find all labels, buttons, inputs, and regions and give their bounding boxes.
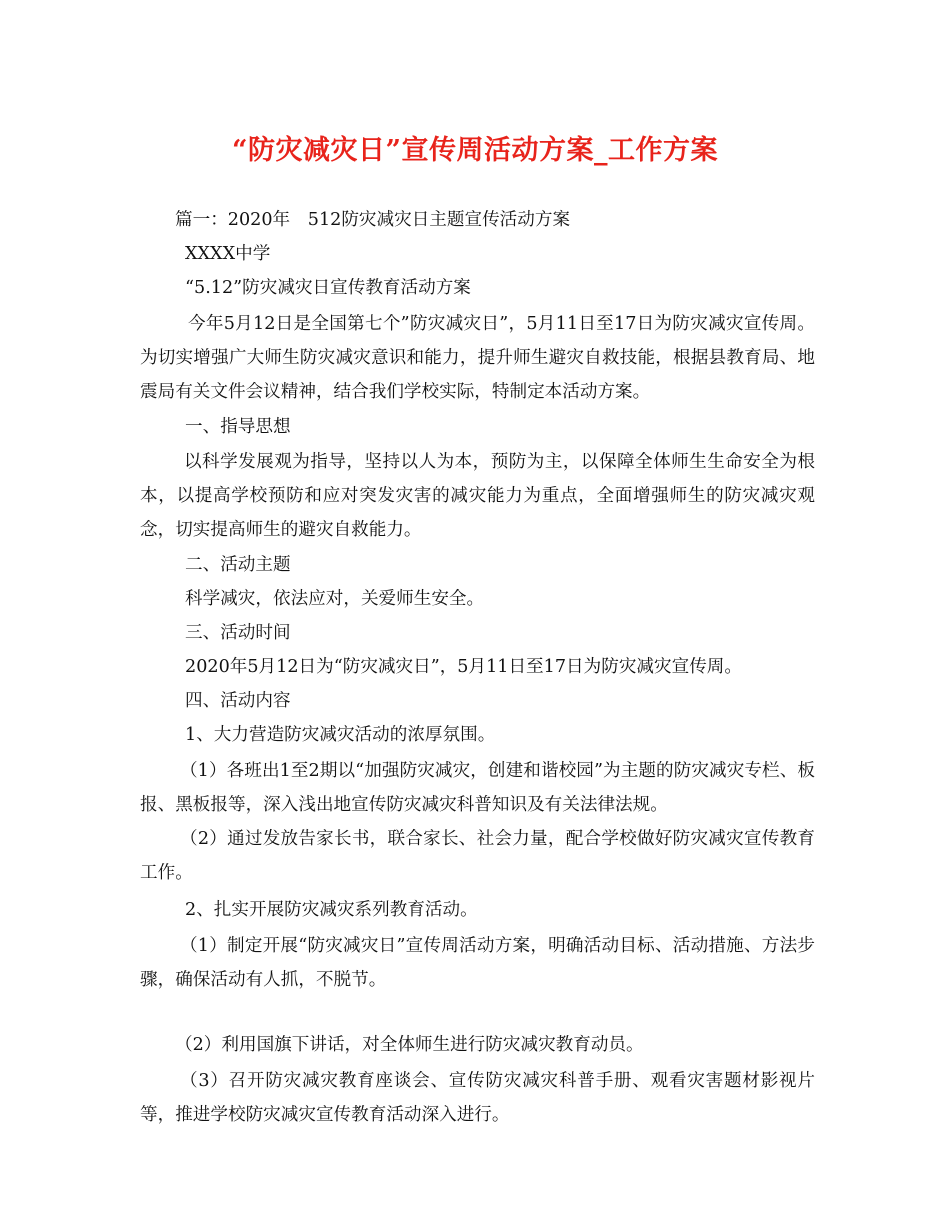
intro-paragraph: 今年5月12日是全国第七个”防灾减灾日”，5月11日至17日为防灾减灾宣传周。为切实增强广大师生防灾减灾意识和能力，提升师生避灾自救技能，根据县教育局、地震局有关文件会议精神，结合我们学校实际，特制定本活动方案。 — [140, 314, 815, 402]
item2-2-paragraph: （2）利用国旗下讲话，对全体师生进行防灾减灾教育动员。 — [175, 1035, 644, 1055]
subtitle: 篇一：2020年 512防灾减灾日主题宣传活动方案 — [175, 210, 571, 230]
section2-heading: 二、活动主题 — [185, 555, 291, 575]
item2-heading: 2、扎实开展防灾减灾系列教育活动。 — [185, 900, 478, 920]
section1-heading: 一、指导思想 — [185, 417, 291, 437]
section1-paragraph: 以科学发展观为指导，坚持以人为本，预防为主，以保障全体师生生命安全为根本，以提高学校预防和应对突发灾害的减灾能力为重点，全面增强师生的防灾减灾观念，切实提高师生的避灾自救能力。 — [140, 452, 815, 540]
plan-name: “5.12”防灾减灾日宣传教育活动方案 — [185, 278, 471, 298]
section4-heading: 四、活动内容 — [185, 691, 291, 711]
item1-heading: 1、大力营造防灾减灾活动的浓厚氛围。 — [185, 725, 496, 745]
section3-heading: 三、活动时间 — [185, 623, 291, 643]
item2-3-paragraph: （3）召开防灾减灾教育座谈会、宣传防灾减灾科普手册、观看灾害题材影视片等，推进学校防灾减灾宣传教育活动深入进行。 — [140, 1071, 815, 1125]
item1-1-paragraph: （1）各班出1至2期以“加强防灾减灾，创建和谐校园”为主题的防灾减灾专栏、板报、黑板报等，深入浅出地宣传防灾减灾科普知识及有关法律法规。 — [140, 761, 815, 815]
school-name: XXXX中学 — [185, 244, 271, 264]
document-title: “防灾减灾日”宣传周活动方案_工作方案 — [231, 135, 719, 166]
section2-paragraph: 科学减灾，依法应对，关爱师生安全。 — [185, 589, 485, 609]
section3-paragraph: 2020年5月12日为“防灾减灾日”，5月11日至17日为防灾减灾宣传周。 — [185, 657, 742, 677]
item2-1-paragraph: （1）制定开展“防灾减灾日”宣传周活动方案，明确活动目标、活动措施、方法步骤，确保活动有人抓，不脱节。 — [140, 936, 815, 990]
item1-2-paragraph: （2）通过发放告家长书，联合家长、社会力量，配合学校做好防灾减灾宣传教育工作。 — [140, 829, 815, 883]
